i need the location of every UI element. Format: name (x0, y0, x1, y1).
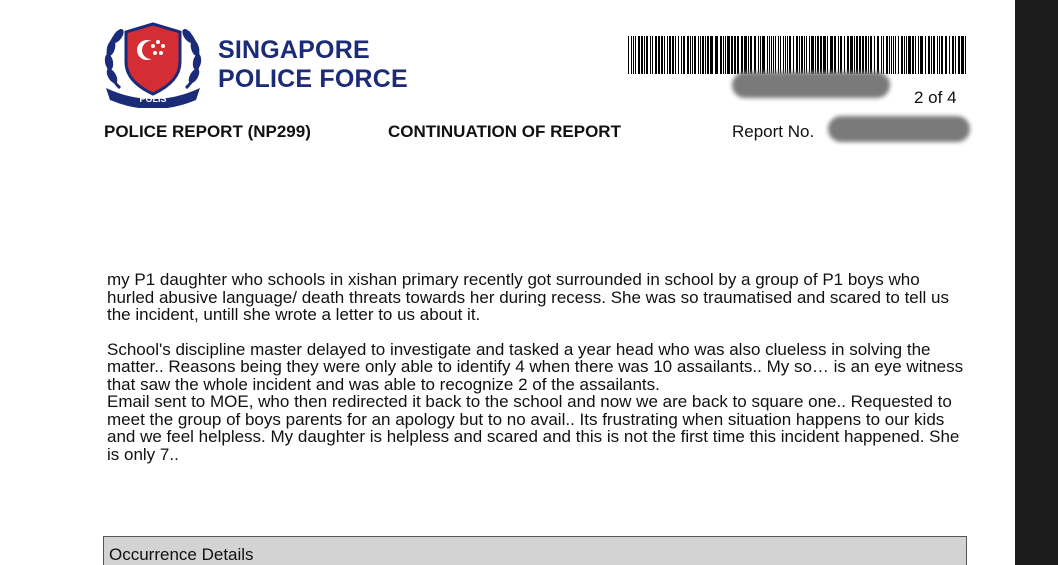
barcode-bar (799, 36, 800, 74)
barcode-bar (664, 36, 665, 74)
barcode-bar (904, 36, 905, 74)
barcode-bar (893, 36, 894, 74)
barcode-bar (877, 36, 879, 74)
barcode-bar (895, 36, 896, 74)
barcode-bar (918, 36, 919, 74)
barcode-bar (870, 36, 872, 74)
barcode-bar (856, 36, 858, 74)
barcode-bar (823, 36, 826, 74)
barcode-bar (862, 36, 864, 74)
barcode-bar (827, 36, 828, 74)
barcode-bar (789, 36, 791, 74)
barcode-bar (912, 36, 914, 74)
barcode-bar (748, 36, 749, 74)
barcode-bar (958, 36, 960, 74)
barcode-bar (628, 36, 629, 74)
barcode-bar (667, 36, 668, 74)
svg-text:POLIS: POLIS (139, 94, 167, 104)
continuation-heading: CONTINUATION OF REPORT (388, 122, 621, 141)
barcode-bar (678, 36, 679, 74)
barcode-bar (754, 36, 756, 74)
org-name-line1: SINGAPORE (218, 36, 370, 64)
barcode-bar (937, 36, 938, 74)
barcode-bar (898, 36, 899, 74)
barcode-bar (675, 36, 676, 74)
barcode-bar (838, 36, 839, 74)
barcode-bar (883, 36, 884, 74)
barcode-bar (672, 36, 674, 74)
barcode-bar (687, 36, 689, 74)
redaction-mark-barcode-text (732, 72, 890, 98)
barcode-bar (723, 36, 724, 74)
barcode-bar (949, 36, 950, 74)
barcode-bar (889, 36, 890, 74)
redaction-mark-report-number (828, 116, 970, 142)
barcode-bar (644, 36, 645, 74)
barcode-bar (941, 36, 943, 74)
page-count: 2 of 4 (914, 88, 957, 107)
barcode-bar (933, 36, 935, 74)
barcode-bar (683, 36, 685, 74)
barcode-bar (840, 36, 842, 74)
barcode-bar (945, 36, 947, 74)
barcode-bar (865, 36, 867, 74)
barcode-bar (698, 36, 699, 74)
barcode-bar (809, 36, 810, 74)
barcode-bar (778, 36, 779, 74)
report-type: POLICE REPORT (NP299) (104, 122, 311, 141)
barcode-bar (925, 36, 926, 74)
barcode-bar (850, 36, 853, 74)
barcode-bar (633, 36, 634, 74)
barcode-bar (820, 36, 822, 74)
barcode-bar (641, 36, 643, 74)
barcode-bar (961, 36, 964, 74)
barcode-bar (787, 36, 788, 74)
barcode-bar (702, 36, 704, 74)
barcode-bar (762, 36, 765, 74)
barcode-bar (710, 36, 713, 74)
barcode-bar (915, 36, 916, 74)
barcode-bar (731, 36, 733, 74)
barcode-bar (658, 36, 660, 74)
barcode-bar (952, 36, 954, 74)
barcode-bar (741, 36, 743, 74)
barcode-bar (631, 36, 632, 74)
barcode-bar (806, 36, 807, 74)
barcode-bar (655, 36, 657, 74)
barcode-bar (725, 36, 726, 74)
report-narrative (107, 271, 967, 463)
barcode-bar (650, 36, 651, 74)
barcode-bar (750, 36, 752, 74)
barcode (628, 36, 966, 74)
barcode-bar (796, 36, 798, 74)
barcode-bar (908, 36, 911, 74)
barcode-bar (793, 36, 794, 74)
barcode-bar (920, 36, 923, 74)
barcode-bar (886, 36, 888, 74)
barcode-bar (635, 36, 636, 74)
org-name-line2: POLICE FORCE (218, 65, 408, 93)
barcode-bar (681, 36, 682, 74)
barcode-bar (771, 36, 772, 74)
barcode-bar (692, 36, 693, 74)
barcode-bar (830, 36, 833, 74)
barcode-bar (700, 36, 701, 74)
narrative-paragraph-1: my P1 daughter who schools in xishan primary recently got surrounded in school by a group of P1 boys who hurled abusive language/ death threats towards her during recess. She was so traumatised and scared to tell us the incident, untill she wrote a letter to us about it. (107, 270, 949, 324)
barcode-bar (715, 36, 718, 74)
occurrence-details-section (103, 536, 967, 565)
barcode-bar (859, 36, 861, 74)
barcode-bar (785, 36, 786, 74)
barcode-bar (760, 36, 761, 74)
barcode-bar (874, 36, 875, 74)
barcode-bar (744, 36, 747, 74)
barcode-bar (694, 36, 696, 74)
barcode-bar (720, 36, 722, 74)
police-crest-logo (100, 18, 206, 108)
org-name (218, 36, 408, 94)
barcode-bar (854, 36, 855, 74)
narrative-paragraph-2: School's discipline master delayed to investigate and tasked a year head who was also clueless in solving the matter.. Reasons being they were only able to identify 4 when there was 10 assailants.. My so… is an eye witness that saw the whole incident and was able to recognize 2 of the assailants. (107, 339, 964, 394)
barcode-bar (661, 36, 663, 74)
barcode-bar (939, 36, 940, 74)
barcode-bar (955, 36, 956, 74)
barcode-bar (690, 36, 691, 74)
occurrence-details-label: Occurrence Details (109, 545, 254, 564)
barcode-bar (906, 36, 907, 74)
barcode-bar (780, 36, 781, 74)
barcode-bar (769, 36, 770, 74)
barcode-bar (801, 36, 803, 74)
barcode-bar (767, 36, 768, 74)
barcode-bar (891, 36, 892, 74)
barcode-bar (669, 36, 671, 74)
barcode-bar (638, 36, 640, 74)
barcode-bar (901, 36, 903, 74)
barcode-bar (783, 36, 784, 74)
narrative-paragraph-3: Email sent to MOE, who then redirected it back to the school and now we are back to square one.. Requested to meet the group of boys parents for an apology but to no avail.. Its frustrating when situation happens to our kids and we feel helpless. My daughter is helpless and scared and this is not the first time this incident happened. She is only 7.. (107, 392, 960, 464)
barcode-bar (847, 36, 849, 74)
barcode-bar (705, 36, 706, 74)
barcode-bar (881, 36, 882, 74)
barcode-bar (646, 36, 648, 74)
barcode-bar (811, 36, 814, 74)
barcode-bar (928, 36, 930, 74)
barcode-bar (834, 36, 836, 74)
report-number-label: Report No. (732, 122, 815, 141)
barcode-bar (707, 36, 709, 74)
barcode-bar (775, 36, 776, 74)
barcode-bar (734, 36, 736, 74)
barcode-bar (931, 36, 932, 74)
barcode-bar (773, 36, 774, 74)
barcode-bar (844, 36, 845, 74)
barcode-bar (737, 36, 739, 74)
barcode-bar (758, 36, 759, 74)
barcode-bar (727, 36, 730, 74)
barcode-bar (652, 36, 653, 74)
barcode-bar (804, 36, 805, 74)
barcode-bar (815, 36, 816, 74)
barcode-bar (817, 36, 819, 74)
barcode-bar (965, 36, 966, 74)
barcode-bar (868, 36, 869, 74)
